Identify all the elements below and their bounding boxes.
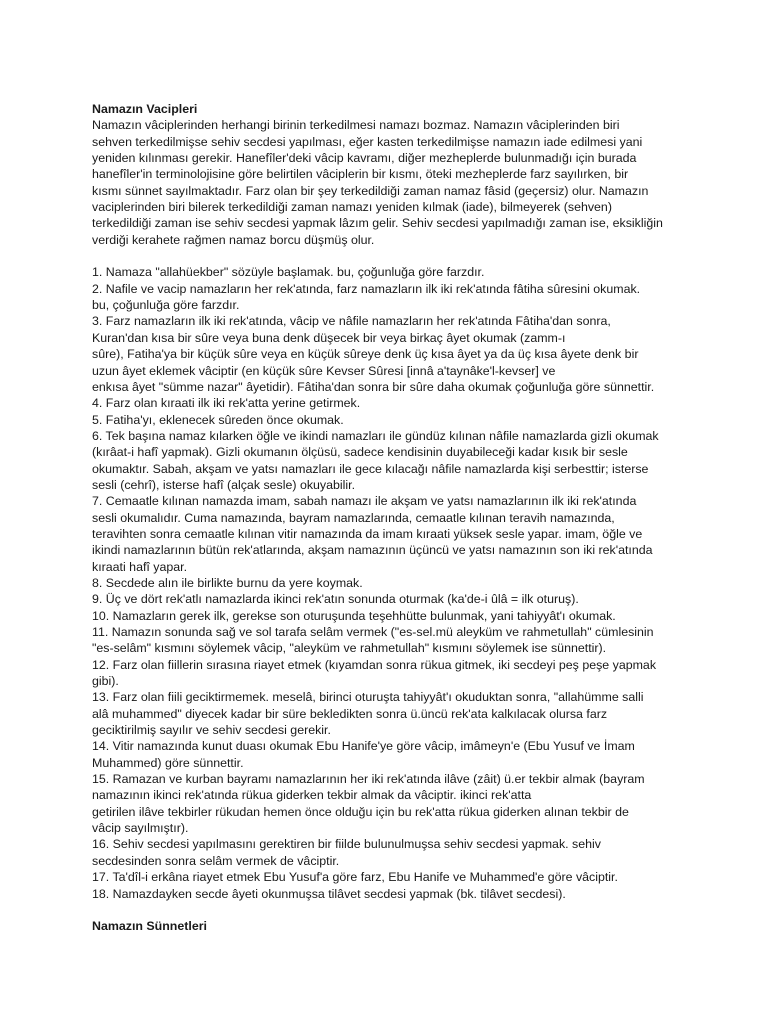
intro-text-line: hanefîler'in terminolojisine göre belirtilen vâciplerin bir kısmı, öteki mezheplerde farz sayılırken, bir — [92, 167, 629, 182]
section-title-vacipler: Namazın Vacipleri — [92, 102, 198, 116]
list-text-line: ikindi namazlarının bütün rek'atlarında, akşam namazının üçüncü ve yatsı namazının son iki rek'atında — [92, 543, 653, 558]
list-text-line: 1. Namaza "allahüekber" sözüyle başlamak. bu, çoğunluğa göre farzdır. — [92, 265, 485, 280]
list-text-line: 4. Farz olan kıraati ilk iki rek'atta yerine getirmek. — [92, 396, 361, 411]
document-page — [92, 101, 692, 935]
list-text-line: 7. Cemaatle kılınan namazda imam, sabah namazı ile akşam ve yatsı namazlarının ilk iki rek'atında — [92, 494, 637, 509]
list-text-line: vâcip sayılmıştır). — [92, 821, 189, 836]
list-text-line: bu, çoğunluğa göre farzdır. — [92, 298, 240, 313]
list-text-line: "es-selâm" kısmını söylemek vâcip, "aleyküm ve rahmetullah" kısmını söylemek ise sünnettir). — [92, 641, 607, 656]
intro-text-line: yeniden kılınması gerekir. Hanefîler'deki vâcip kavramı, diğer mezheplerde bulunmadığı için burada — [92, 151, 637, 166]
intro-text-line: sehven terkedilmişse sehiv secdesi yapılması, eğer kasten terkedilmişse namazın iade edilmesi yani — [92, 134, 643, 149]
intro-text-line: terkedildiği zaman ise sehiv secdesi yapmak lâzım gelir. Sehiv secdesi yapılmadığı zaman ise, eksikliğin — [92, 216, 663, 231]
list-text-line: 17. Ta'dîl-i erkâna riayet etmek Ebu Yusuf'a göre farz, Ebu Hanife ve Muhammed'e göre vâciptir. — [92, 870, 618, 885]
intro-text-line: kısmı sünnet sayılmaktadır. Farz olan bir şey terkedildiği zaman namaz fâsid (geçersiz) olur. Namazın — [92, 183, 649, 198]
list-text-line: 11. Namazın sonunda sağ ve sol tarafa selâm vermek ("es-sel.mü aleyküm ve rahmetullah" cümlesinin — [92, 625, 654, 639]
list-text-line: enkısa âyet "sümme nazar" âyetidir). Fâtiha'dan sonra bir sûre daha okumak çoğunluğa göre sünnettir. — [92, 379, 655, 394]
list-text-line: 3. Farz namazların ilk iki rek'atında, vâcip ve nâfile namazların her rek'atında Fâtiha'dan sonra, — [92, 314, 611, 329]
list-text-line: Kuran'dan kısa bir sûre veya buna denk düşecek bir veya birkaç âyet okumak (zamm-ı — [92, 330, 566, 345]
list-text-line: alâ muhammed" diyecek kadar bir süre bekledikten sonra ü.üncü rek'ata kalkılacak olursa farz — [92, 706, 608, 721]
list-text-line: sûre), Fatiha'ya bir küçük sûre veya en küçük sûreye denk üç kısa âyet ya da üç kısa âyete denk bir — [92, 347, 639, 362]
list-text-line: gibi). — [92, 674, 119, 689]
list-text-line: 10. Namazların gerek ilk, gerekse son oturuşunda teşehhütte bulunmak, yani tahiyyât'ı okumak. — [92, 608, 616, 623]
list-text-line: secdesinden sonra selâm vermek de vâciptir. — [92, 853, 340, 868]
list-text-line: 8. Secdede alın ile birlikte burnu da yere koymak. — [92, 575, 363, 590]
list-text-line: 15. Ramazan ve kurban bayramı namazlarının her iki rek'atında ilâve (zâit) ü.er tekbir almak (bayram — [92, 772, 645, 787]
paragraph-gap — [92, 248, 692, 264]
list-text-line: 5. Fatiha'yı, eklenecek sûreden önce okumak. — [92, 412, 344, 427]
list-text-line: getirilen ilâve tekbirler rükudan hemen önce olduğu için bu rek'atta rükua giderken alınan tekbir de — [92, 804, 629, 819]
list-text-line: 9. Üç ve dört rek'atlı namazlarda ikinci rek'atın sonunda oturmak (ka'de-i ûlâ = ilk oturuş). — [92, 592, 579, 607]
list-text-line: Muhammed) göre sünnettir. — [92, 755, 244, 770]
list-text-line: teravihten sonra cemaatle kılınan vitir namazında da imam kıraati yüksek sesle yapar. imam, öğle ve — [92, 526, 643, 541]
paragraph-gap — [92, 902, 692, 918]
list-text-line: sesli (cehrî), isterse hafî (alçak sesle) okuyabilir. — [92, 477, 356, 492]
intro-paragraph — [92, 117, 692, 248]
list-text-line: (kırâat-i hafî yapmak). Gizli okumanın ölçüsü, sadece kendisinin duyabileceği kadar kısık bir sesle — [92, 445, 628, 460]
list-text-line: 2. Nafile ve vacip namazların her rek'atında, farz namazların ilk iki rek'atında fâtiha sûresini okumak. — [92, 281, 641, 296]
intro-text-line: Namazın vâciplerinden herhangi birinin terkedilmesi namazı bozmaz. Namazın vâciplerinden biri — [92, 118, 620, 133]
vacipler-list — [92, 264, 692, 901]
list-text-line: 13. Farz olan fiili geciktirmemek. meselâ, birinci oturuşta tahiyyât'ı okuduktan sonra, "allahümme salli — [92, 690, 644, 705]
list-text-line: uzun âyet eklemek vâciptir (en küçük sûre Kevser Sûresi [innâ a'taynâke'l-kevser] ve — [92, 363, 556, 378]
list-text-line: 12. Farz olan fiillerin sırasına riayet etmek (kıyamdan sonra rükua gitmek, iki secdeyi peş peşe yapmak — [92, 657, 657, 672]
list-text-line: sesli okumalıdır. Cuma namazında, bayram namazlarında, cemaatle kılınan teravih namazında, — [92, 510, 615, 525]
intro-text-line: verdiği kerahete rağmen namaz borcu düşmüş olur. — [92, 232, 375, 247]
section-title-sunnetler: Namazın Sünnetleri — [92, 919, 207, 934]
list-text-line: okumaktır. Sabah, akşam ve yatsı namazları ile gece kılacağı nâfile namazlarda kişi serbesttir; isterse — [92, 461, 649, 476]
list-text-line: geciktirilmiş sayılır ve sehiv secdesi gerekir. — [92, 723, 331, 738]
list-text-line: kıraati hafî yapar. — [92, 559, 188, 574]
intro-text-line: vaciplerinden biri bilerek terkedildiği zaman namazı yeniden kılmak (iade), bilmeyerek (sehven) — [92, 200, 612, 215]
list-text-line: 18. Namazdayken secde âyeti okunmuşsa tilâvet secdesi yapmak (bk. tilâvet secdesi). — [92, 886, 566, 901]
list-text-line: namazının ikinci rek'atında rükua giderken tekbir almak da vâciptir. ikinci rek'atta — [92, 788, 532, 803]
list-text-line: 14. Vitir namazında kunut duası okumak Ebu Hanife'ye göre vâcip, imâmeyn'e (Ebu Yusuf ve İmam — [92, 739, 635, 754]
list-text-line: 6. Tek başına namaz kılarken öğle ve ikindi namazları ile gündüz kılınan nâfile namazlarda gizli okumak — [92, 428, 659, 443]
list-text-line: 16. Sehiv secdesi yapılmasını gerektiren bir fiilde bulunulmuşsa sehiv secdesi yapmak. sehiv — [92, 837, 601, 852]
